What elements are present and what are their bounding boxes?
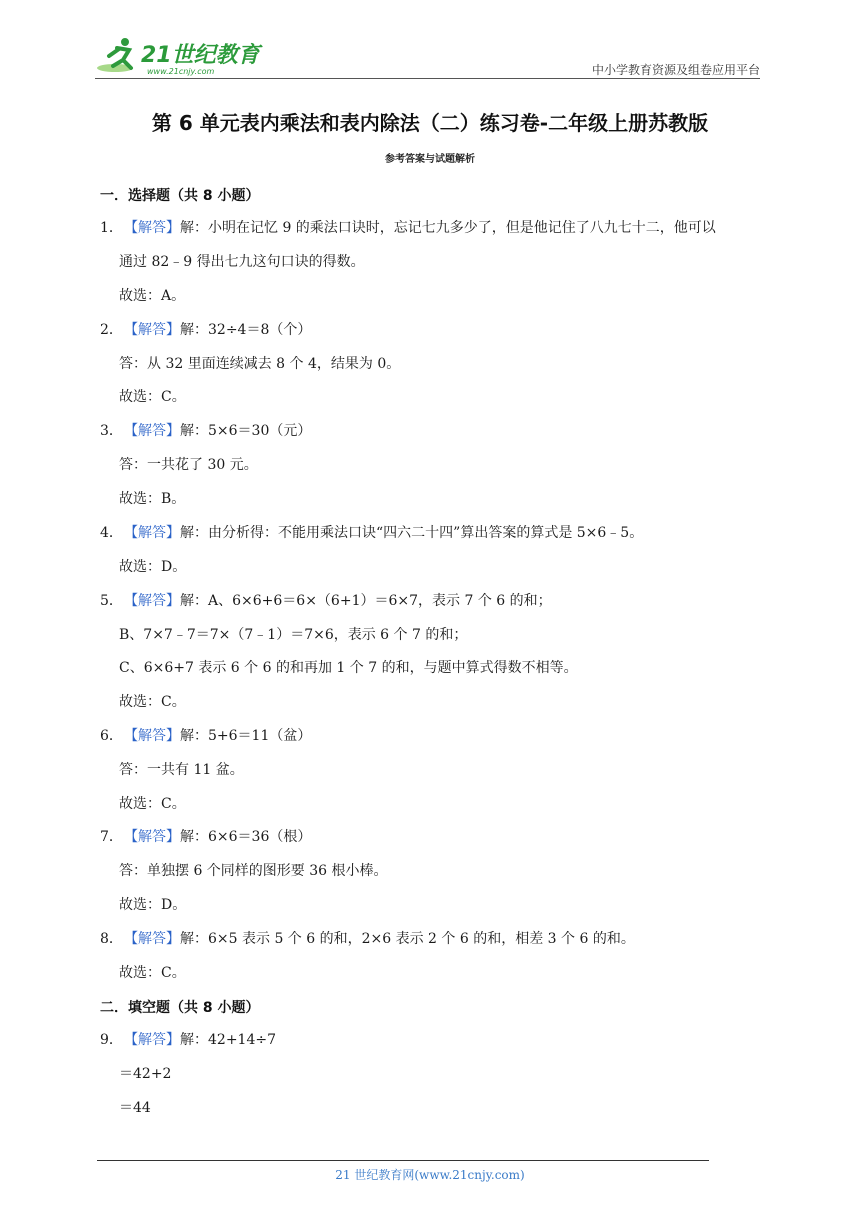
footer-rule (97, 1160, 709, 1161)
header-rule (95, 78, 760, 79)
answer-line: 【解答】解：由分析得：不能用乘法口诀“四六二十四”算出答案的算式是 5×6﹣5。 (124, 525, 644, 541)
footer-text: 21 世纪教育网(www.21cnjy.com) (335, 1168, 525, 1182)
item-number: 5． (100, 593, 123, 609)
answer-line: C、6×6+7 表示 6 个 6 的和再加 1 个 7 的和，与题中算式得数不相等。 (119, 660, 578, 676)
item-number: 6． (100, 728, 123, 744)
item-number: 3． (100, 423, 123, 439)
answer-tag: 【解答】 (124, 423, 180, 439)
answer-line: 故选：C。 (119, 965, 186, 981)
document-title: 第 6 单元表内乘法和表内除法（二）练习卷-二年级上册苏教版 (151, 111, 709, 135)
item-number: 8． (100, 931, 123, 947)
answer-tag: 【解答】 (124, 829, 180, 845)
answer-line: 【解答】解：42+14÷7 (124, 1032, 276, 1048)
answer-line: 通过 82﹣9 得出七九这句口诀的得数。 (119, 254, 365, 270)
answer-line: 故选：C。 (119, 694, 186, 710)
answer-line: 【解答】解：A、6×6+6＝6×（6+1）＝6×7，表示 7 个 6 的和； (124, 593, 552, 609)
answer-line: 故选：B。 (119, 491, 186, 507)
page-header (95, 30, 760, 78)
item-number: 7． (100, 829, 123, 845)
answer-line: 故选：C。 (119, 389, 186, 405)
answer-line: 【解答】解：6×6＝36（根） (124, 829, 312, 845)
answer-line: 故选：D。 (119, 559, 187, 575)
answer-line: 【解答】解：6×5 表示 5 个 6 的和，2×6 表示 2 个 6 的和，相差 3 个 6 的和。 (124, 931, 635, 947)
answer-tag: 【解答】 (124, 728, 180, 744)
item-number: 9． (100, 1032, 123, 1048)
logo-21cnjy (95, 34, 270, 76)
answer-tag: 【解答】 (124, 1032, 180, 1048)
answer-line: B、7×7﹣7＝7×（7﹣1）＝7×6，表示 6 个 7 的和； (119, 627, 468, 643)
section-heading-fill: 二．填空题（共 8 小题） (100, 1000, 260, 1016)
answer-line: ＝42+2 (119, 1066, 172, 1082)
answer-tag: 【解答】 (124, 220, 180, 236)
answer-line: 答：从 32 里面连续减去 8 个 4，结果为 0。 (119, 356, 401, 372)
answer-line: 答：单独摆 6 个同样的图形要 36 根小棒。 (119, 863, 388, 879)
answer-line: 【解答】解：小明在记忆 9 的乘法口诀时，忘记七九多少了，但是他记住了八九七十二，他可以 (124, 220, 716, 236)
answer-tag: 【解答】 (124, 525, 180, 541)
item-number: 4． (100, 525, 123, 541)
answer-line: 故选：A。 (119, 288, 186, 304)
document-subtitle: 参考答案与试题解析 (385, 154, 475, 165)
logo-text: 21世纪教育 (141, 43, 260, 68)
answer-line: 【解答】解：5+6＝11（盆） (124, 728, 312, 744)
answer-tag: 【解答】 (124, 322, 180, 338)
logo-url: www.21cnjy.com (147, 67, 215, 76)
answer-line: 故选：C。 (119, 796, 186, 812)
answer-line: 【解答】解：5×6＝30（元） (124, 423, 312, 439)
item-number: 1． (100, 220, 123, 236)
answer-line: 答：一共有 11 盆。 (119, 762, 244, 778)
answer-line: ＝44 (119, 1100, 151, 1116)
answer-line: 故选：D。 (119, 897, 187, 913)
answer-tag: 【解答】 (124, 931, 180, 947)
answer-line: 答：一共花了 30 元。 (119, 457, 258, 473)
item-number: 2． (100, 322, 123, 338)
answer-tag: 【解答】 (124, 593, 180, 609)
site-tagline: 中小学教育资源及组卷应用平台 (591, 63, 760, 77)
answer-line: 【解答】解：32÷4＝8（个） (124, 322, 312, 338)
section-heading-choice: 一．选择题（共 8 小题） (100, 188, 260, 204)
